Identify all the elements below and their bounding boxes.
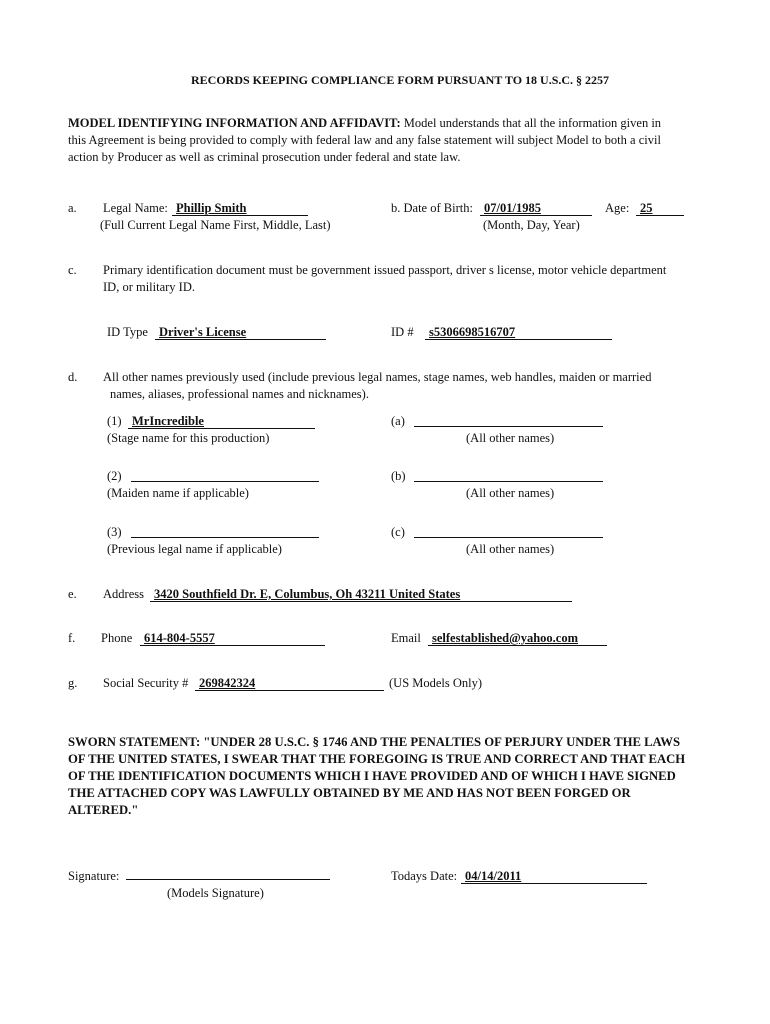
sworn-line-1: SWORN STATEMENT: "UNDER 28 U.S.C. § 1746 AND THE PENALTIES OF PERJURY UNDER THE LAWS	[68, 735, 681, 749]
age-value: 25	[640, 201, 653, 215]
name-1-value: MrIncredible	[132, 414, 204, 428]
sworn-line-3: OF THE IDENTIFICATION DOCUMENTS WHICH I HAVE PROVIDED AND OF WHICH I HAVE SIGNED	[68, 769, 676, 783]
section-a-letter: a.	[68, 201, 77, 215]
other-c-field[interactable]	[414, 524, 603, 538]
intro-line-3: action by Producer as well as criminal prosecution under federal and state law.	[68, 150, 461, 164]
signature-field[interactable]	[126, 866, 330, 880]
ssn-value: 269842324	[199, 676, 256, 690]
id-type-field[interactable]	[155, 324, 326, 340]
other-c-hint: (All other names)	[466, 542, 555, 556]
other-b-label: (b)	[391, 469, 406, 483]
dob-value: 07/01/1985	[484, 201, 541, 215]
other-c-label: (c)	[391, 525, 405, 539]
section-d-letter: d.	[68, 370, 78, 384]
signature-label: Signature:	[68, 869, 120, 883]
address-label: Address	[103, 587, 144, 601]
id-number-value: s5306698516707	[429, 325, 516, 339]
legal-name-field[interactable]	[172, 200, 308, 216]
other-a-hint: (All other names)	[466, 431, 555, 445]
sworn-line-4: THE ATTACHED COPY WAS LAWFULLY OBTAINED BY ME AND HAS NOT BEEN FORGED OR	[68, 786, 631, 800]
other-b-hint: (All other names)	[466, 486, 555, 500]
section-d-line-2: names, aliases, professional names and nicknames).	[110, 387, 369, 401]
legal-name-value: Phillip Smith	[176, 201, 247, 215]
name-2-field[interactable]	[131, 468, 319, 482]
name-2-label: (2)	[107, 469, 122, 483]
signature-hint: (Models Signature)	[167, 886, 264, 900]
section-c-letter: c.	[68, 263, 77, 277]
section-c-line-1: Primary identification document must be government issued passport, driver s license, motor vehicle department	[103, 263, 667, 277]
other-b-field[interactable]	[414, 468, 603, 482]
dob-field[interactable]	[480, 200, 592, 216]
name-3-label: (3)	[107, 525, 122, 539]
section-d-line-1: All other names previously used (include previous legal names, stage names, web handles, maiden or married	[103, 370, 652, 384]
todays-date-label: Todays Date:	[391, 869, 458, 883]
phone-value: 614-804-5557	[144, 631, 215, 645]
intro-line-1-text: Model understands that all the information given in	[403, 116, 662, 130]
form-title: RECORDS KEEPING COMPLIANCE FORM PURSUANT TO 18 U.S.C. § 2257	[191, 73, 610, 87]
sworn-line-5: ALTERED."	[68, 803, 139, 817]
dob-hint: (Month, Day, Year)	[483, 218, 580, 232]
email-value: selfestablished@yahoo.com	[432, 631, 579, 645]
name-1-hint: (Stage name for this production)	[107, 431, 270, 445]
todays-date-value: 04/14/2011	[465, 869, 522, 883]
name-2-hint: (Maiden name if applicable)	[107, 486, 249, 500]
sworn-line-2: OF THE UNITED STATES, I SWEAR THAT THE FOREGOING IS TRUE AND CORRECT AND THAT EACH	[68, 752, 686, 766]
intro-line-2: this Agreement is being provided to comply with federal law and any false statement will subject Model to both a civil	[68, 133, 661, 147]
name-3-field[interactable]	[131, 524, 319, 538]
age-label: Age:	[605, 201, 630, 215]
phone-label: Phone	[101, 631, 133, 645]
section-e-letter: e.	[68, 587, 77, 601]
section-g-letter: g.	[68, 676, 78, 690]
name-3-hint: (Previous legal name if applicable)	[107, 542, 282, 556]
id-type-label: ID Type	[107, 325, 148, 339]
todays-date-field[interactable]	[461, 868, 647, 884]
name-1-label: (1)	[107, 414, 122, 428]
other-a-label: (a)	[391, 414, 405, 428]
other-a-field[interactable]	[414, 413, 603, 427]
legal-name-hint: (Full Current Legal Name First, Middle, Last)	[100, 218, 331, 232]
section-c-line-2: ID, or military ID.	[103, 280, 195, 294]
age-field[interactable]	[636, 200, 684, 216]
legal-name-label: Legal Name:	[103, 201, 168, 215]
dob-label: b. Date of Birth:	[391, 201, 473, 215]
intro-heading: MODEL IDENTIFYING INFORMATION AND AFFIDAVIT:	[68, 116, 401, 130]
ssn-field[interactable]	[195, 675, 384, 691]
ssn-note: (US Models Only)	[389, 676, 483, 690]
id-number-field[interactable]	[425, 324, 612, 340]
address-field[interactable]	[150, 586, 572, 602]
section-f-letter: f.	[68, 631, 76, 645]
ssn-label: Social Security #	[103, 676, 189, 690]
id-type-value: Driver's License	[159, 325, 247, 339]
id-number-label: ID #	[391, 325, 414, 339]
name-1-field[interactable]	[128, 413, 315, 429]
email-label: Email	[391, 631, 421, 645]
phone-field[interactable]	[140, 630, 325, 646]
intro-line-1	[68, 115, 661, 131]
email-field[interactable]	[428, 630, 607, 646]
address-value: 3420 Southfield Dr. E, Columbus, Oh 43211 United States	[154, 587, 461, 601]
